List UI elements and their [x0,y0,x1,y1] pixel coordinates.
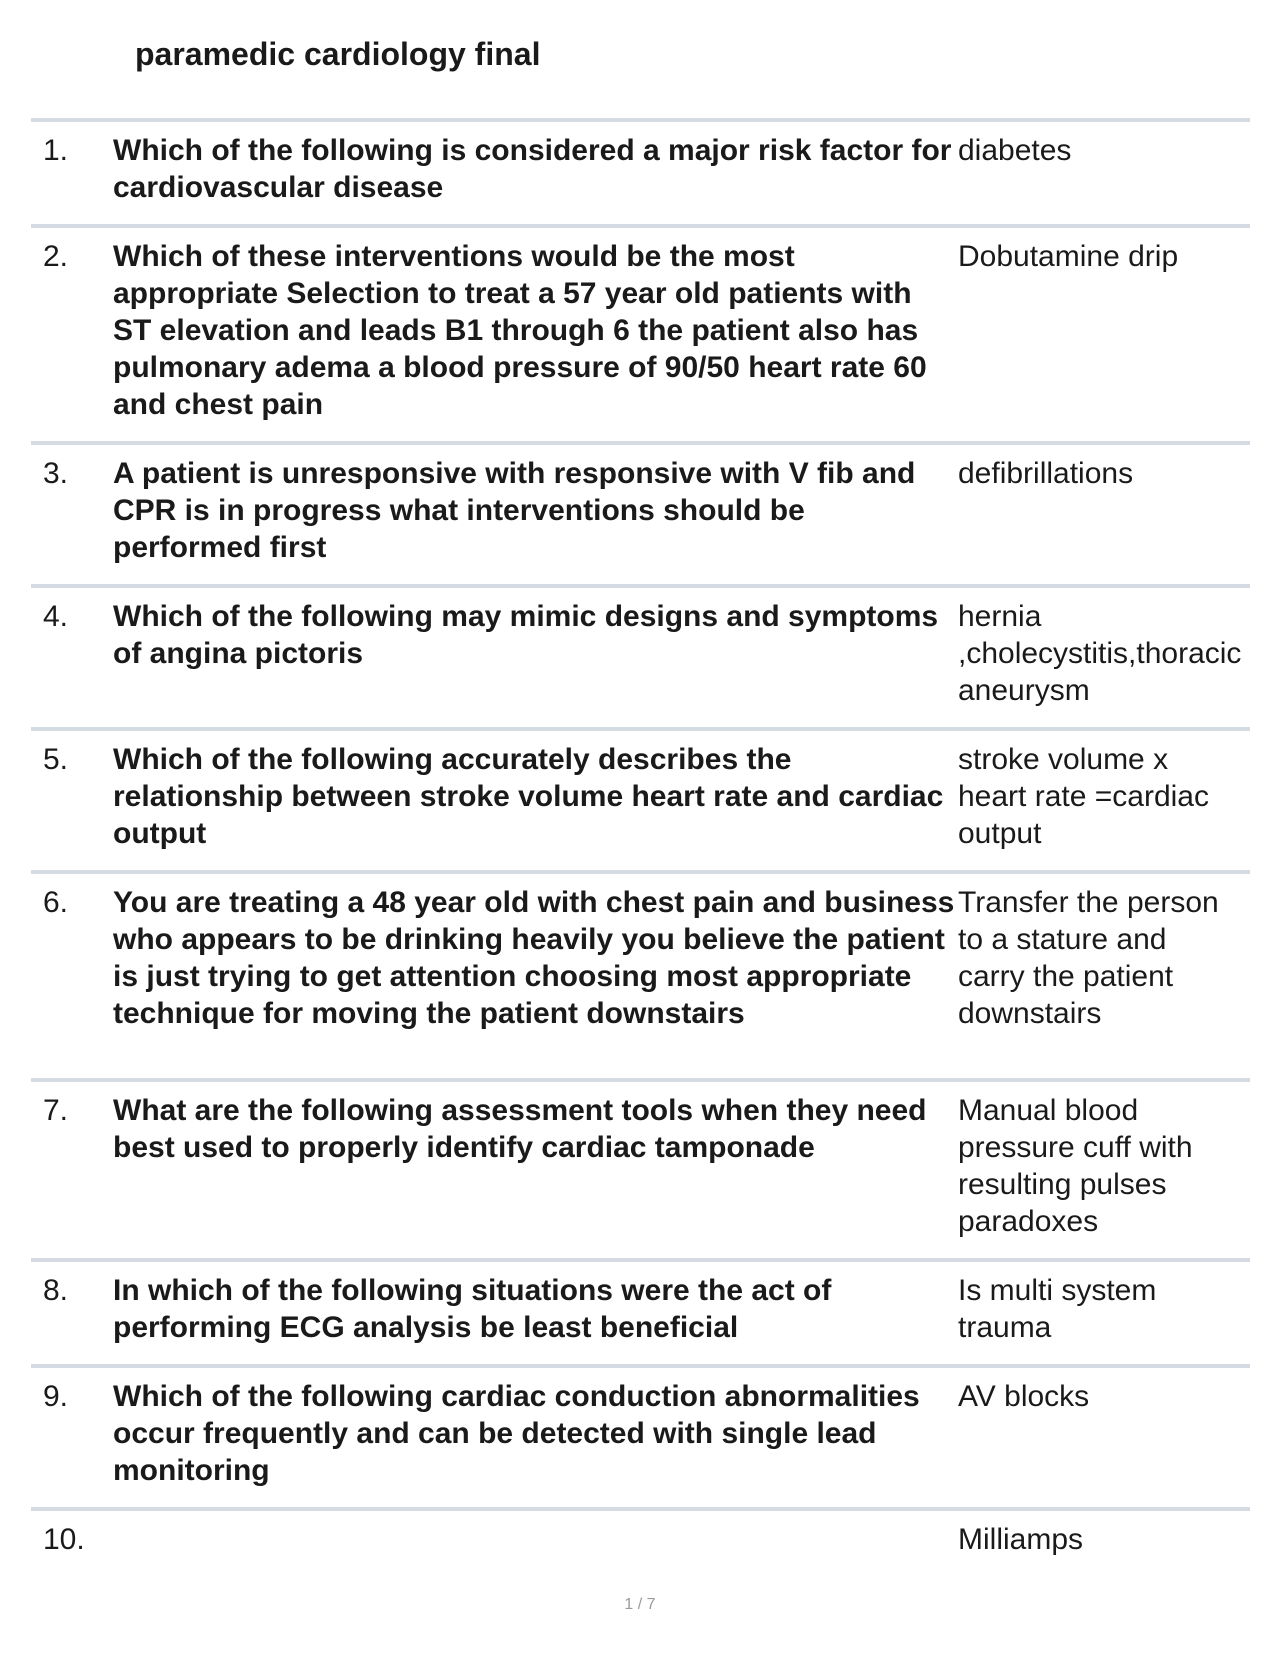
flashcard-list [31,118,1250,1579]
flashcard-row [31,1078,1250,1258]
flashcard-row [31,1364,1250,1507]
document-title: paramedic cardiology final [135,36,541,72]
card-question: A patient is unresponsive with responsive with V fib and CPR is in progress what interventions should be performed first [113,457,916,564]
card-question: You are treating a 48 year old with chest pain and business who appears to be drinking heavily you believe the patient is just trying to get attention choosing most appropriate technique for moving the patient downstairs [113,886,955,1030]
flashcard-row [31,1258,1250,1364]
card-question: In which of the following situations were the act of performing ECG analysis be least beneficial [113,1274,832,1344]
card-answer: Manual blood pressure cuff with resulting pulses paradoxes [958,1094,1193,1238]
card-answer: stroke volume x heart rate =cardiac output [958,743,1209,850]
card-answer: hernia ,cholecystitis,thoracic aneurysm [958,600,1242,707]
flashcard-row [31,224,1250,441]
card-answer: Transfer the person to a stature and carry the patient downstairs [958,886,1219,1030]
card-question: Which of the following is considered a major risk factor for cardiovascular disease [113,134,952,204]
card-answer: Is multi system trauma [958,1274,1157,1344]
page-indicator: 1 / 7 [624,1596,656,1613]
card-number: 7. [43,1094,69,1127]
flashcard-row [31,870,1250,1078]
flashcard-row [31,727,1250,870]
card-answer: Milliamps [958,1523,1084,1556]
card-number: 8. [43,1274,69,1307]
card-number: 1. [43,134,69,167]
flashcard-row [31,118,1250,224]
card-number: 5. [43,743,69,776]
flashcard-row [31,1507,1250,1579]
card-question: Which of the following cardiac conduction abnormalities occur frequently and can be detected with single lead monitoring [113,1380,920,1487]
card-question: Which of the following accurately describes the relationship between stroke volume heart rate and cardiac output [113,743,944,850]
card-question: Which of these interventions would be the most appropriate Selection to treat a 57 year old patients with ST elevation and leads B1 through 6 the patient also has pulmonary adema a blood pressure of 90/50 heart rate 60 and chest pain [113,240,927,421]
card-answer: diabetes [958,134,1072,167]
card-question: Which of the following may mimic designs and symptoms of angina pictoris [113,600,939,670]
flashcard-row [31,441,1250,584]
card-number: 4. [43,600,69,633]
card-number: 6. [43,886,69,919]
flashcard-row [31,584,1250,727]
card-question: What are the following assessment tools when they need best used to properly identify cardiac tamponade [113,1094,927,1164]
card-number: 3. [43,457,69,490]
card-number: 2. [43,240,69,273]
card-answer: defibrillations [958,457,1134,490]
card-number: 9. [43,1380,69,1413]
card-number: 10. [43,1523,85,1556]
card-answer: AV blocks [958,1380,1090,1413]
card-answer: Dobutamine drip [958,240,1179,273]
